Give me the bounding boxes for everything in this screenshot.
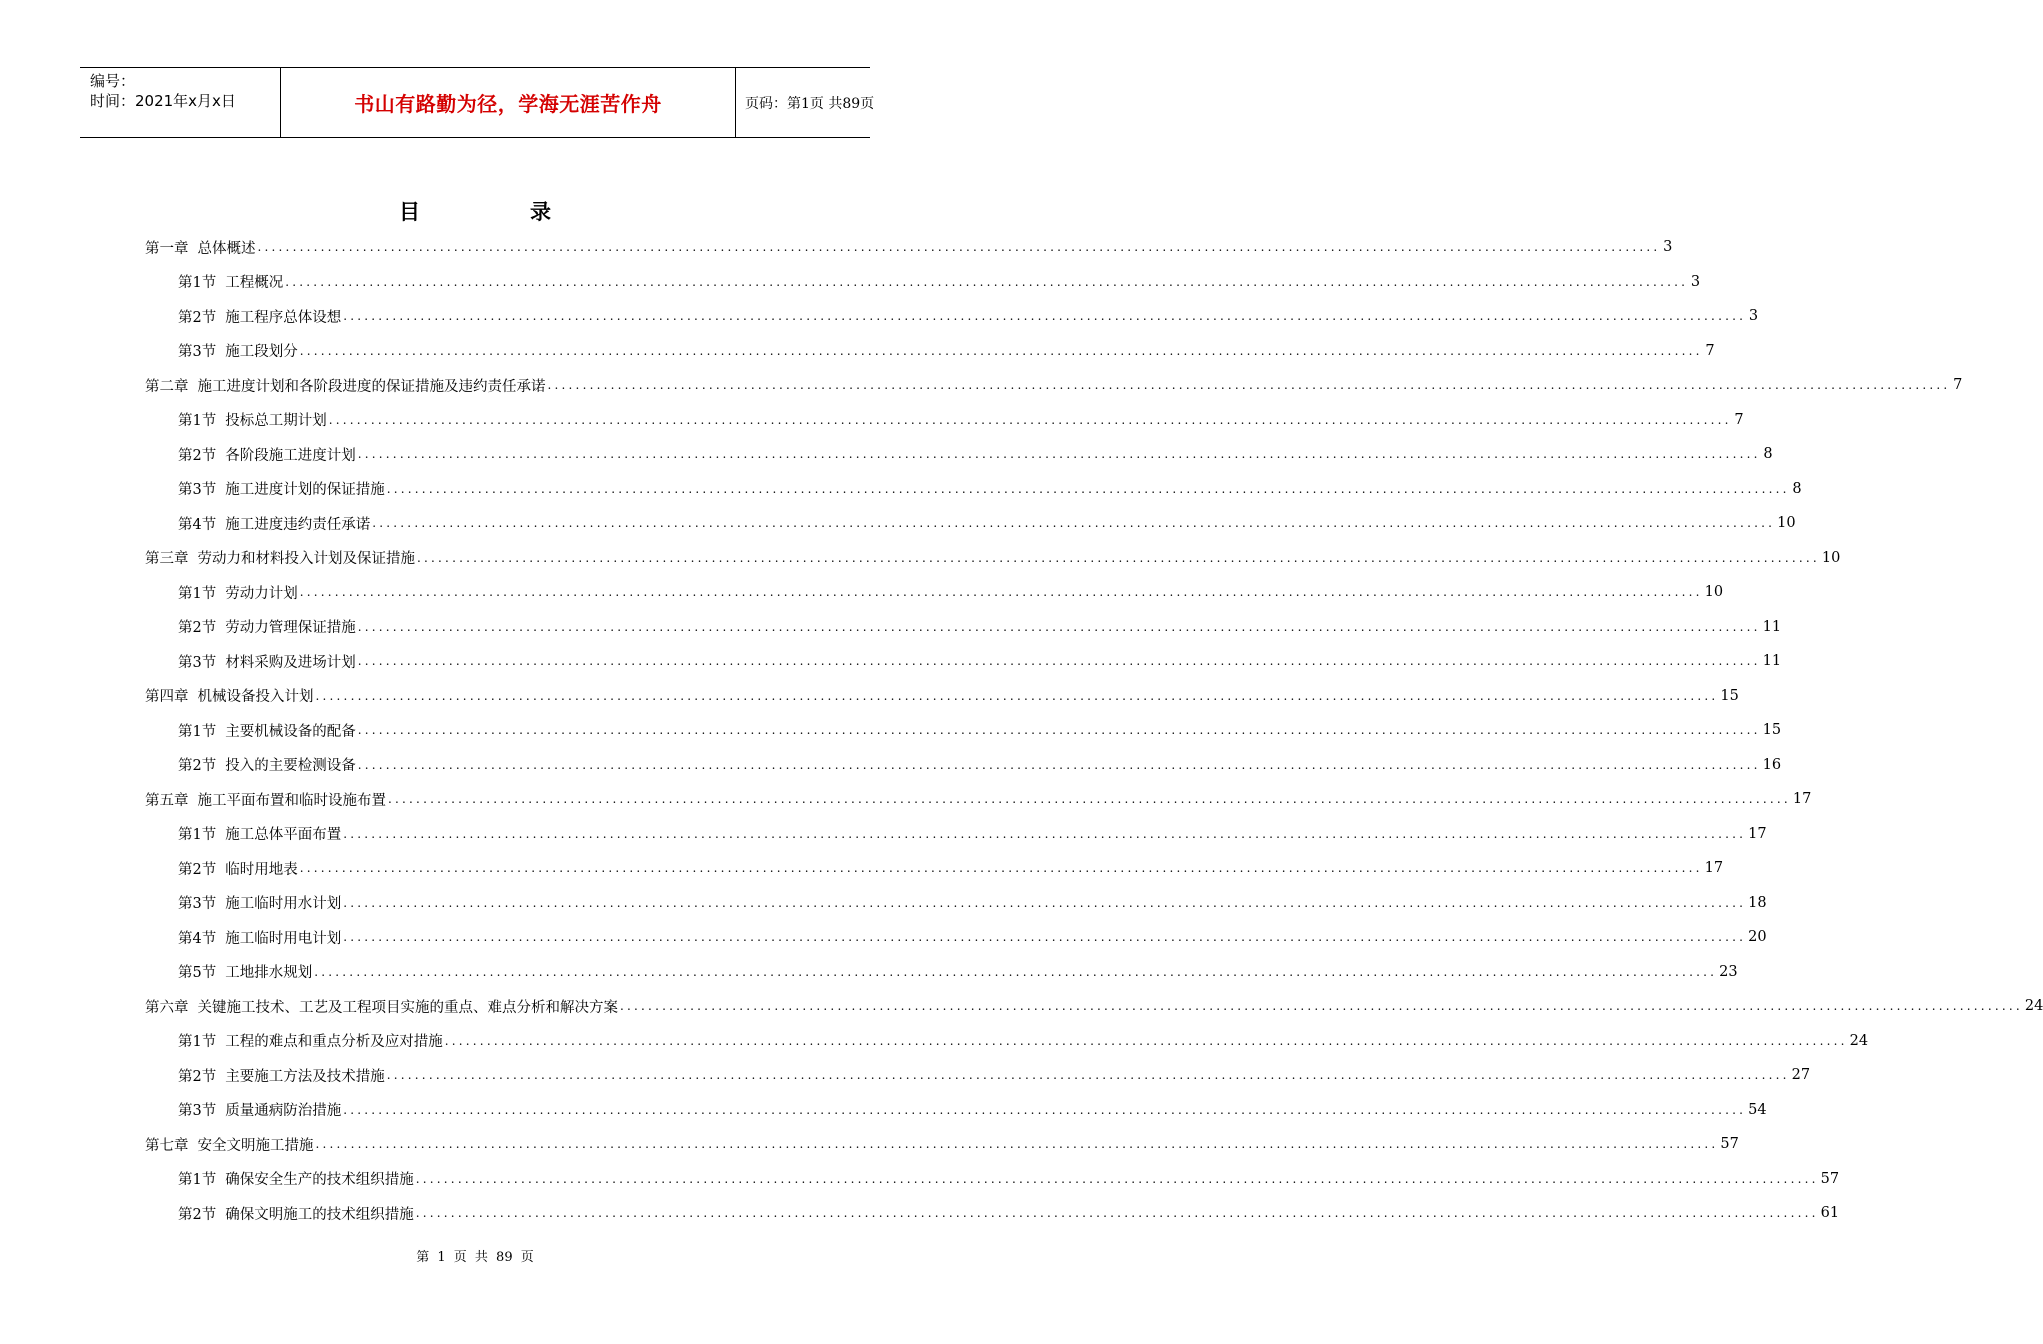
date-label: 时间：2021年x月x日 [90, 92, 236, 110]
toc-page-number: 27 [1791, 1067, 1811, 1084]
toc-leader-dots: ........................................................................................................................................................................................................ [415, 1206, 1819, 1221]
toc-page-number: 61 [1820, 1205, 1840, 1222]
toc-page-number: 15 [1720, 687, 1739, 704]
toc-page-number: 7 [1953, 377, 1963, 394]
toc-section-entry[interactable] [145, 920, 1767, 955]
toc-section-entry[interactable] [145, 575, 1724, 610]
toc-entry-number: 第1节 [178, 413, 217, 430]
toc-entry-number: 第1节 [178, 275, 217, 292]
toc-entry-title: 投标总工期计划 [225, 413, 327, 430]
toc-section-entry[interactable] [145, 817, 1767, 852]
toc-leader-dots: ........................................................................................................................................................................................................ [299, 861, 1703, 876]
toc-entry-label [178, 651, 356, 672]
toc-leader-dots: ........................................................................................................................................................................................................ [357, 447, 1761, 462]
toc-entry-number: 第3节 [178, 654, 217, 671]
toc-entry-number: 第3节 [178, 344, 217, 361]
toc-leader-dots: ........................................................................................................................................................................................................ [357, 619, 1761, 634]
toc-leader-dots: ........................................................................................................................................................................................................ [388, 792, 1791, 807]
toc-entry-label [145, 1134, 314, 1155]
toc-entry-title: 材料采购及进场计划 [225, 654, 356, 671]
toc-entry-number: 第5节 [178, 965, 217, 982]
toc-entry-label [178, 409, 327, 430]
toc-entry-label [178, 478, 385, 499]
toc-section-entry[interactable] [145, 1162, 1840, 1197]
toc-leader-dots: ........................................................................................................................................................................................................ [386, 481, 1790, 496]
toc-entry-label [178, 340, 298, 361]
toc-entry-label [178, 1030, 443, 1051]
toc-leader-dots: ........................................................................................................................................................................................................ [343, 826, 1747, 841]
toc-entry-number: 第3节 [178, 896, 217, 913]
toc-page-number: 57 [1720, 1136, 1739, 1153]
toc-entry-title: 劳动力计划 [225, 585, 298, 602]
toc-section-entry[interactable] [145, 886, 1767, 921]
toc-section-entry[interactable] [145, 748, 1782, 783]
toc-leader-dots: ........................................................................................................................................................................................................ [386, 1068, 1790, 1083]
toc-entry-label [145, 685, 314, 706]
toc-entry-label [145, 789, 386, 810]
toc-page-number: 10 [1704, 584, 1724, 601]
toc-entry-label [178, 720, 356, 741]
toc-leader-dots: ........................................................................................................................................................................................................ [415, 1171, 1819, 1186]
toc-entry-label [145, 547, 415, 568]
toc-entry-title: 主要机械设备的配备 [225, 723, 356, 740]
toc-page-number: 3 [1748, 308, 1759, 325]
toc-leader-dots: ........................................................................................................................................................................................................ [547, 378, 1951, 393]
toc-page-number: 7 [1734, 411, 1744, 428]
toc-page-number: 3 [1663, 239, 1673, 256]
toc-leader-dots: ........................................................................................................................................................................................................ [357, 723, 1761, 738]
toc-leader-dots: ........................................................................................................................................................................................................ [444, 1033, 1848, 1048]
toc-entry-number: 第1节 [178, 723, 217, 740]
toc-entry-title: 确保文明施工的技术组织措施 [225, 1206, 414, 1223]
toc-entry-label [178, 961, 312, 982]
toc-entry-number: 第四章 [145, 689, 189, 706]
toc-chapter-entry[interactable] [145, 989, 2043, 1024]
toc-section-entry[interactable] [145, 610, 1782, 645]
toc-section-entry[interactable] [145, 1058, 1811, 1093]
toc-section-entry[interactable] [145, 472, 1802, 507]
toc-page-number: 24 [1849, 1032, 1869, 1049]
toc-page-number: 10 [1777, 515, 1796, 532]
toc-leader-dots: ........................................................................................................................................................................................................ [343, 895, 1747, 910]
document-header [80, 67, 875, 138]
toc-section-entry[interactable] [145, 403, 1744, 438]
toc-entry-title: 施工平面布置和临时设施布置 [197, 792, 386, 809]
toc-section-entry[interactable] [145, 955, 1738, 990]
toc-page-number: 8 [1792, 480, 1802, 497]
toc-entry-title: 工地排水规划 [225, 965, 313, 982]
toc-entry-label [178, 1099, 341, 1120]
toc-entry-label [178, 582, 298, 603]
toc-entry-number: 第3节 [178, 1103, 217, 1120]
header-meta [80, 68, 280, 137]
table-of-contents [145, 230, 2043, 1231]
toc-page-number: 20 [1748, 929, 1767, 946]
toc-entry-number: 第二章 [145, 378, 189, 395]
toc-section-entry[interactable] [145, 437, 1773, 472]
toc-page-number: 16 [1762, 756, 1782, 773]
toc-page-number: 57 [1820, 1170, 1840, 1187]
toc-entry-title: 质量通病防治措施 [225, 1103, 342, 1120]
toc-entry-title: 主要施工方法及技术措施 [225, 1068, 385, 1085]
toc-page-number: 8 [1763, 446, 1773, 463]
toc-entry-number: 第1节 [178, 1034, 217, 1051]
toc-entry-title: 施工进度计划的保证措施 [225, 482, 385, 499]
toc-chapter-entry[interactable] [145, 782, 1812, 817]
toc-page-number: 24 [2024, 998, 2043, 1015]
code-label: 编号： [90, 72, 136, 90]
toc-section-entry[interactable] [145, 1196, 1840, 1231]
toc-leader-dots: ........................................................................................................................................................................................................ [357, 654, 1761, 669]
toc-entry-title: 确保安全生产的技术组织措施 [225, 1172, 414, 1189]
toc-entry-title: 施工总体平面布置 [225, 827, 342, 844]
toc-entry-title: 安全文明施工措施 [197, 1137, 314, 1154]
toc-entry-number: 第六章 [145, 999, 189, 1016]
toc-section-entry[interactable] [145, 851, 1724, 886]
toc-entry-label [178, 616, 356, 637]
toc-section-entry[interactable] [145, 1093, 1767, 1128]
toc-entry-label [178, 927, 341, 948]
toc-leader-dots: ........................................................................................................................................................................................................ [372, 516, 1776, 531]
toc-page-number: 17 [1704, 860, 1724, 877]
toc-leader-dots: ........................................................................................................................................................................................................ [417, 550, 1820, 565]
toc-entry-label [178, 1065, 385, 1086]
toc-leader-dots: ........................................................................................................................................................................................................ [299, 343, 1703, 358]
toc-leader-dots: ........................................................................................................................................................................................................ [299, 585, 1703, 600]
toc-entry-title: 施工程序总体设想 [225, 309, 342, 326]
toc-entry-label [178, 892, 341, 913]
toc-page-number: 7 [1705, 342, 1715, 359]
toc-entry-title: 各阶段施工进度计划 [225, 447, 356, 464]
toc-page-number: 10 [1821, 549, 1841, 566]
toc-leader-dots: ........................................................................................................................................................................................................ [357, 757, 1761, 772]
toc-entry-title: 施工进度违约责任承诺 [225, 516, 371, 533]
toc-entry-label [145, 375, 546, 396]
toc-entry-number: 第1节 [178, 1172, 217, 1189]
toc-leader-dots: ........................................................................................................................................................................................................ [257, 240, 1661, 255]
toc-entry-title: 劳动力管理保证措施 [225, 620, 356, 637]
toc-entry-title: 总体概述 [197, 240, 256, 257]
toc-page-number: 17 [1748, 825, 1767, 842]
toc-entry-label [178, 1203, 414, 1224]
toc-entry-label [178, 823, 341, 844]
toc-page-number: 11 [1762, 653, 1782, 670]
toc-entry-number: 第1节 [178, 827, 217, 844]
toc-leader-dots: ........................................................................................................................................................................................................ [343, 1102, 1747, 1117]
title-right: 录 [530, 200, 551, 224]
toc-entry-number: 第3节 [178, 482, 217, 499]
toc-entry-label [145, 996, 618, 1017]
toc-leader-dots: ........................................................................................................................................................................................................ [343, 930, 1747, 945]
toc-entry-number: 第4节 [178, 930, 217, 947]
toc-page-number: 11 [1762, 618, 1782, 635]
toc-entry-number: 第2节 [178, 447, 217, 464]
toc-entry-title: 机械设备投入计划 [197, 689, 314, 706]
toc-entry-number: 第2节 [178, 1068, 217, 1085]
toc-page-number: 15 [1762, 722, 1782, 739]
toc-entry-label [178, 306, 341, 327]
toc-section-entry[interactable] [145, 644, 1782, 679]
toc-entry-title: 投入的主要检测设备 [225, 758, 356, 775]
toc-leader-dots: ........................................................................................................................................................................................................ [315, 688, 1719, 703]
toc-entry-title: 工程概况 [225, 275, 284, 292]
toc-title [0, 196, 950, 226]
toc-section-entry[interactable] [145, 713, 1782, 748]
header-motto-cell [280, 68, 736, 137]
toc-leader-dots: ........................................................................................................................................................................................................ [343, 309, 1747, 324]
toc-entry-number: 第七章 [145, 1137, 189, 1154]
toc-entry-number: 第2节 [178, 758, 217, 775]
toc-entry-number: 第2节 [178, 309, 217, 326]
toc-entry-title: 关键施工技术、工艺及工程项目实施的重点、难点分析和解决方案 [197, 999, 618, 1016]
toc-entry-label [178, 858, 298, 879]
toc-page-number: 17 [1792, 791, 1812, 808]
motto-text: 书山有路勤为径，学海无涯苦作舟 [354, 92, 662, 116]
toc-entry-number: 第2节 [178, 1206, 217, 1223]
toc-leader-dots: ........................................................................................................................................................................................................ [328, 412, 1732, 427]
toc-entry-label [178, 1168, 414, 1189]
toc-entry-label [178, 754, 356, 775]
toc-entry-label [178, 444, 356, 465]
toc-leader-dots: ........................................................................................................................................................................................................ [620, 999, 2023, 1014]
toc-entry-label [178, 513, 370, 534]
toc-entry-title: 施工临时用水计划 [225, 896, 342, 913]
toc-entry-number: 第三章 [145, 551, 189, 568]
toc-section-entry[interactable] [145, 506, 1796, 541]
toc-page-number: 54 [1748, 1101, 1767, 1118]
toc-entry-number: 第2节 [178, 861, 217, 878]
toc-entry-number: 第4节 [178, 516, 217, 533]
toc-leader-dots: ........................................................................................................................................................................................................ [285, 274, 1689, 289]
toc-entry-number: 第五章 [145, 792, 189, 809]
toc-entry-label [178, 271, 283, 292]
toc-entry-number: 第2节 [178, 620, 217, 637]
toc-entry-label [145, 237, 256, 258]
title-left: 目 [399, 200, 420, 224]
toc-chapter-entry[interactable] [145, 1127, 1739, 1162]
toc-entry-title: 工程的难点和重点分析及应对措施 [225, 1034, 443, 1051]
toc-chapter-entry[interactable] [145, 541, 1841, 576]
toc-chapter-entry[interactable] [145, 368, 1963, 403]
toc-entry-number: 第一章 [145, 240, 189, 257]
toc-entry-number: 第1节 [178, 585, 217, 602]
toc-leader-dots: ........................................................................................................................................................................................................ [315, 1137, 1719, 1152]
toc-section-entry[interactable] [145, 334, 1715, 369]
toc-page-number: 18 [1748, 894, 1767, 911]
toc-section-entry[interactable] [145, 1024, 1869, 1059]
toc-section-entry[interactable] [145, 299, 1759, 334]
toc-leader-dots: ........................................................................................................................................................................................................ [314, 964, 1718, 979]
toc-entry-title: 施工段划分 [225, 344, 298, 361]
toc-page-number: 3 [1690, 273, 1701, 290]
toc-entry-title: 临时用地表 [225, 861, 298, 878]
header-page-info: 页码：第1页 共89页 [745, 95, 875, 112]
toc-chapter-entry[interactable] [145, 679, 1739, 714]
toc-page-number: 23 [1719, 963, 1738, 980]
toc-entry-title: 劳动力和材料投入计划及保证措施 [197, 551, 415, 568]
toc-entry-title: 施工临时用电计划 [225, 930, 342, 947]
page-footer: 第 1 页 共 89 页 [416, 1250, 534, 1265]
toc-entry-title: 施工进度计划和各阶段进度的保证措施及违约责任承诺 [197, 378, 546, 395]
toc-chapter-entry[interactable] [145, 230, 1673, 265]
toc-section-entry[interactable] [145, 265, 1701, 300]
